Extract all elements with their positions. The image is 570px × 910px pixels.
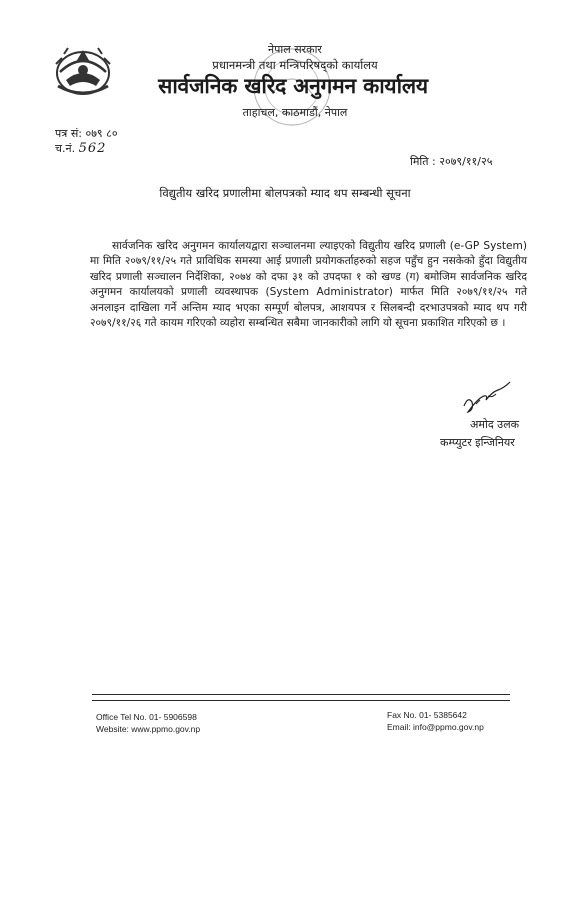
office-name: सार्वजनिक खरिद अनुगमन कार्यालय <box>158 74 428 98</box>
date-label: मिति : <box>410 155 436 168</box>
letter-number-label: पत्र सं: <box>55 127 82 140</box>
notice-body <box>90 239 527 331</box>
dispatch-number <box>55 141 106 156</box>
footer-divider <box>92 700 510 701</box>
nepal-emblem-icon <box>52 42 114 98</box>
dispatch-number-value: 562 <box>78 141 107 156</box>
date-value: २०७९/११/२५ <box>439 155 493 168</box>
notice-paragraph: सार्वजनिक खरिद अनुगमन कार्यालयद्वारा सञ्चालनमा ल्याइएको विद्युतीय खरिद प्रणाली (e-GP System) मा मिति २०७९/११/२५ गते प्राविधिक समस्या आई प्रणाली प्रयोगकर्ताहरुको सहज पहुँच हुन नसकेको हुँदा विद्युतीय खरिद प्रणाली सञ्चालन निर्देशिका, २०७४ को दफा ३१ को उपदफा १ को खण्ड (ग) बमोजिम सार्वजनिक खरिद अनुगमन कार्यालयको प्रणाली व्यवस्थापक (System Administrator) मार्फत मिति २०७९/११/२५ गते अनलाइन दाखिला गर्ने अन्तिम म्याद भएका सम्पूर्ण बोलपत्र, आशयपत्र र सिलबन्दी दरभाउपत्रको म्याद थप गरी २०७९/११/२६ गते कायम गरिएको व्यहोरा सम्बन्धित सबैमा जानकारीको लागि यो सूचना प्रकाशित गरिएको छ । <box>90 240 527 330</box>
ministry-name: प्रधानमन्त्री तथा मन्त्रिपरिषद्को कार्यालय <box>212 58 378 72</box>
signatory-name: अमोद उलक <box>470 418 520 431</box>
footer-left <box>96 711 200 735</box>
fax-number: Fax No. 01- 5385642 <box>387 710 467 720</box>
letter-date <box>410 154 492 169</box>
footer-divider <box>92 694 510 695</box>
signatory-title: कम्प्युटर इन्जिनियर <box>440 436 515 449</box>
office-address: ताहाचल, काठमाडौं, नेपाल <box>242 106 348 119</box>
email-link[interactable]: Email: info@ppmo.gov.np <box>387 722 484 732</box>
dispatch-number-label: च.नं. <box>55 142 76 155</box>
subject-line: विद्युतीय खरिद प्रणालीमा बोलपत्रको म्याद थप सम्बन्धी सूचना <box>159 186 411 200</box>
government-name: नेपाल सरकार <box>268 43 322 56</box>
letter-number <box>55 126 118 141</box>
office-telephone: Office Tel No. 01- 5906598 <box>96 712 197 722</box>
letter-number-value: ०७९ ८० <box>85 127 118 140</box>
signature <box>458 376 518 416</box>
footer-right <box>387 709 484 733</box>
website-link[interactable]: Website: www.ppmo.gov.np <box>96 724 201 734</box>
